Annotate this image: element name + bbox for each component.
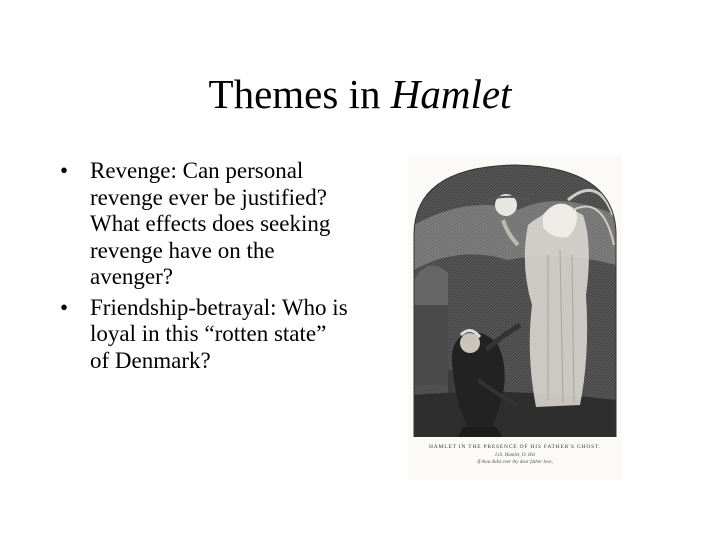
- hamlet-ghost-engraving: [408, 155, 622, 480]
- engraving-caption: HAMLET IN THE PRESENCE OF HIS FATHER'S GHOST.: [429, 444, 601, 450]
- title-text: Themes in: [208, 71, 391, 117]
- bullet-marker: •: [60, 294, 69, 320]
- title-emphasis: Hamlet: [390, 71, 512, 117]
- engraving-quote: If thou didst ever thy dear father love,: [477, 460, 553, 465]
- bullet-list: [60, 158, 350, 378]
- bullet-text: Revenge: Can personal revenge ever be justified? What effects does seeking revenge have on the avenger?: [90, 158, 331, 289]
- engraving-reference: I.iii. Hamlet, O. Hst: [495, 453, 535, 458]
- bullet-marker: •: [60, 158, 69, 183]
- bullet-item-revenge: [60, 158, 350, 291]
- slide-title: [0, 66, 720, 122]
- engraving-image: [408, 155, 622, 480]
- bullet-text: Friendship-betrayal: Who is loyal in this “rotten state” of Denmark?: [90, 294, 348, 373]
- bullet-item-friendship: [60, 295, 350, 375]
